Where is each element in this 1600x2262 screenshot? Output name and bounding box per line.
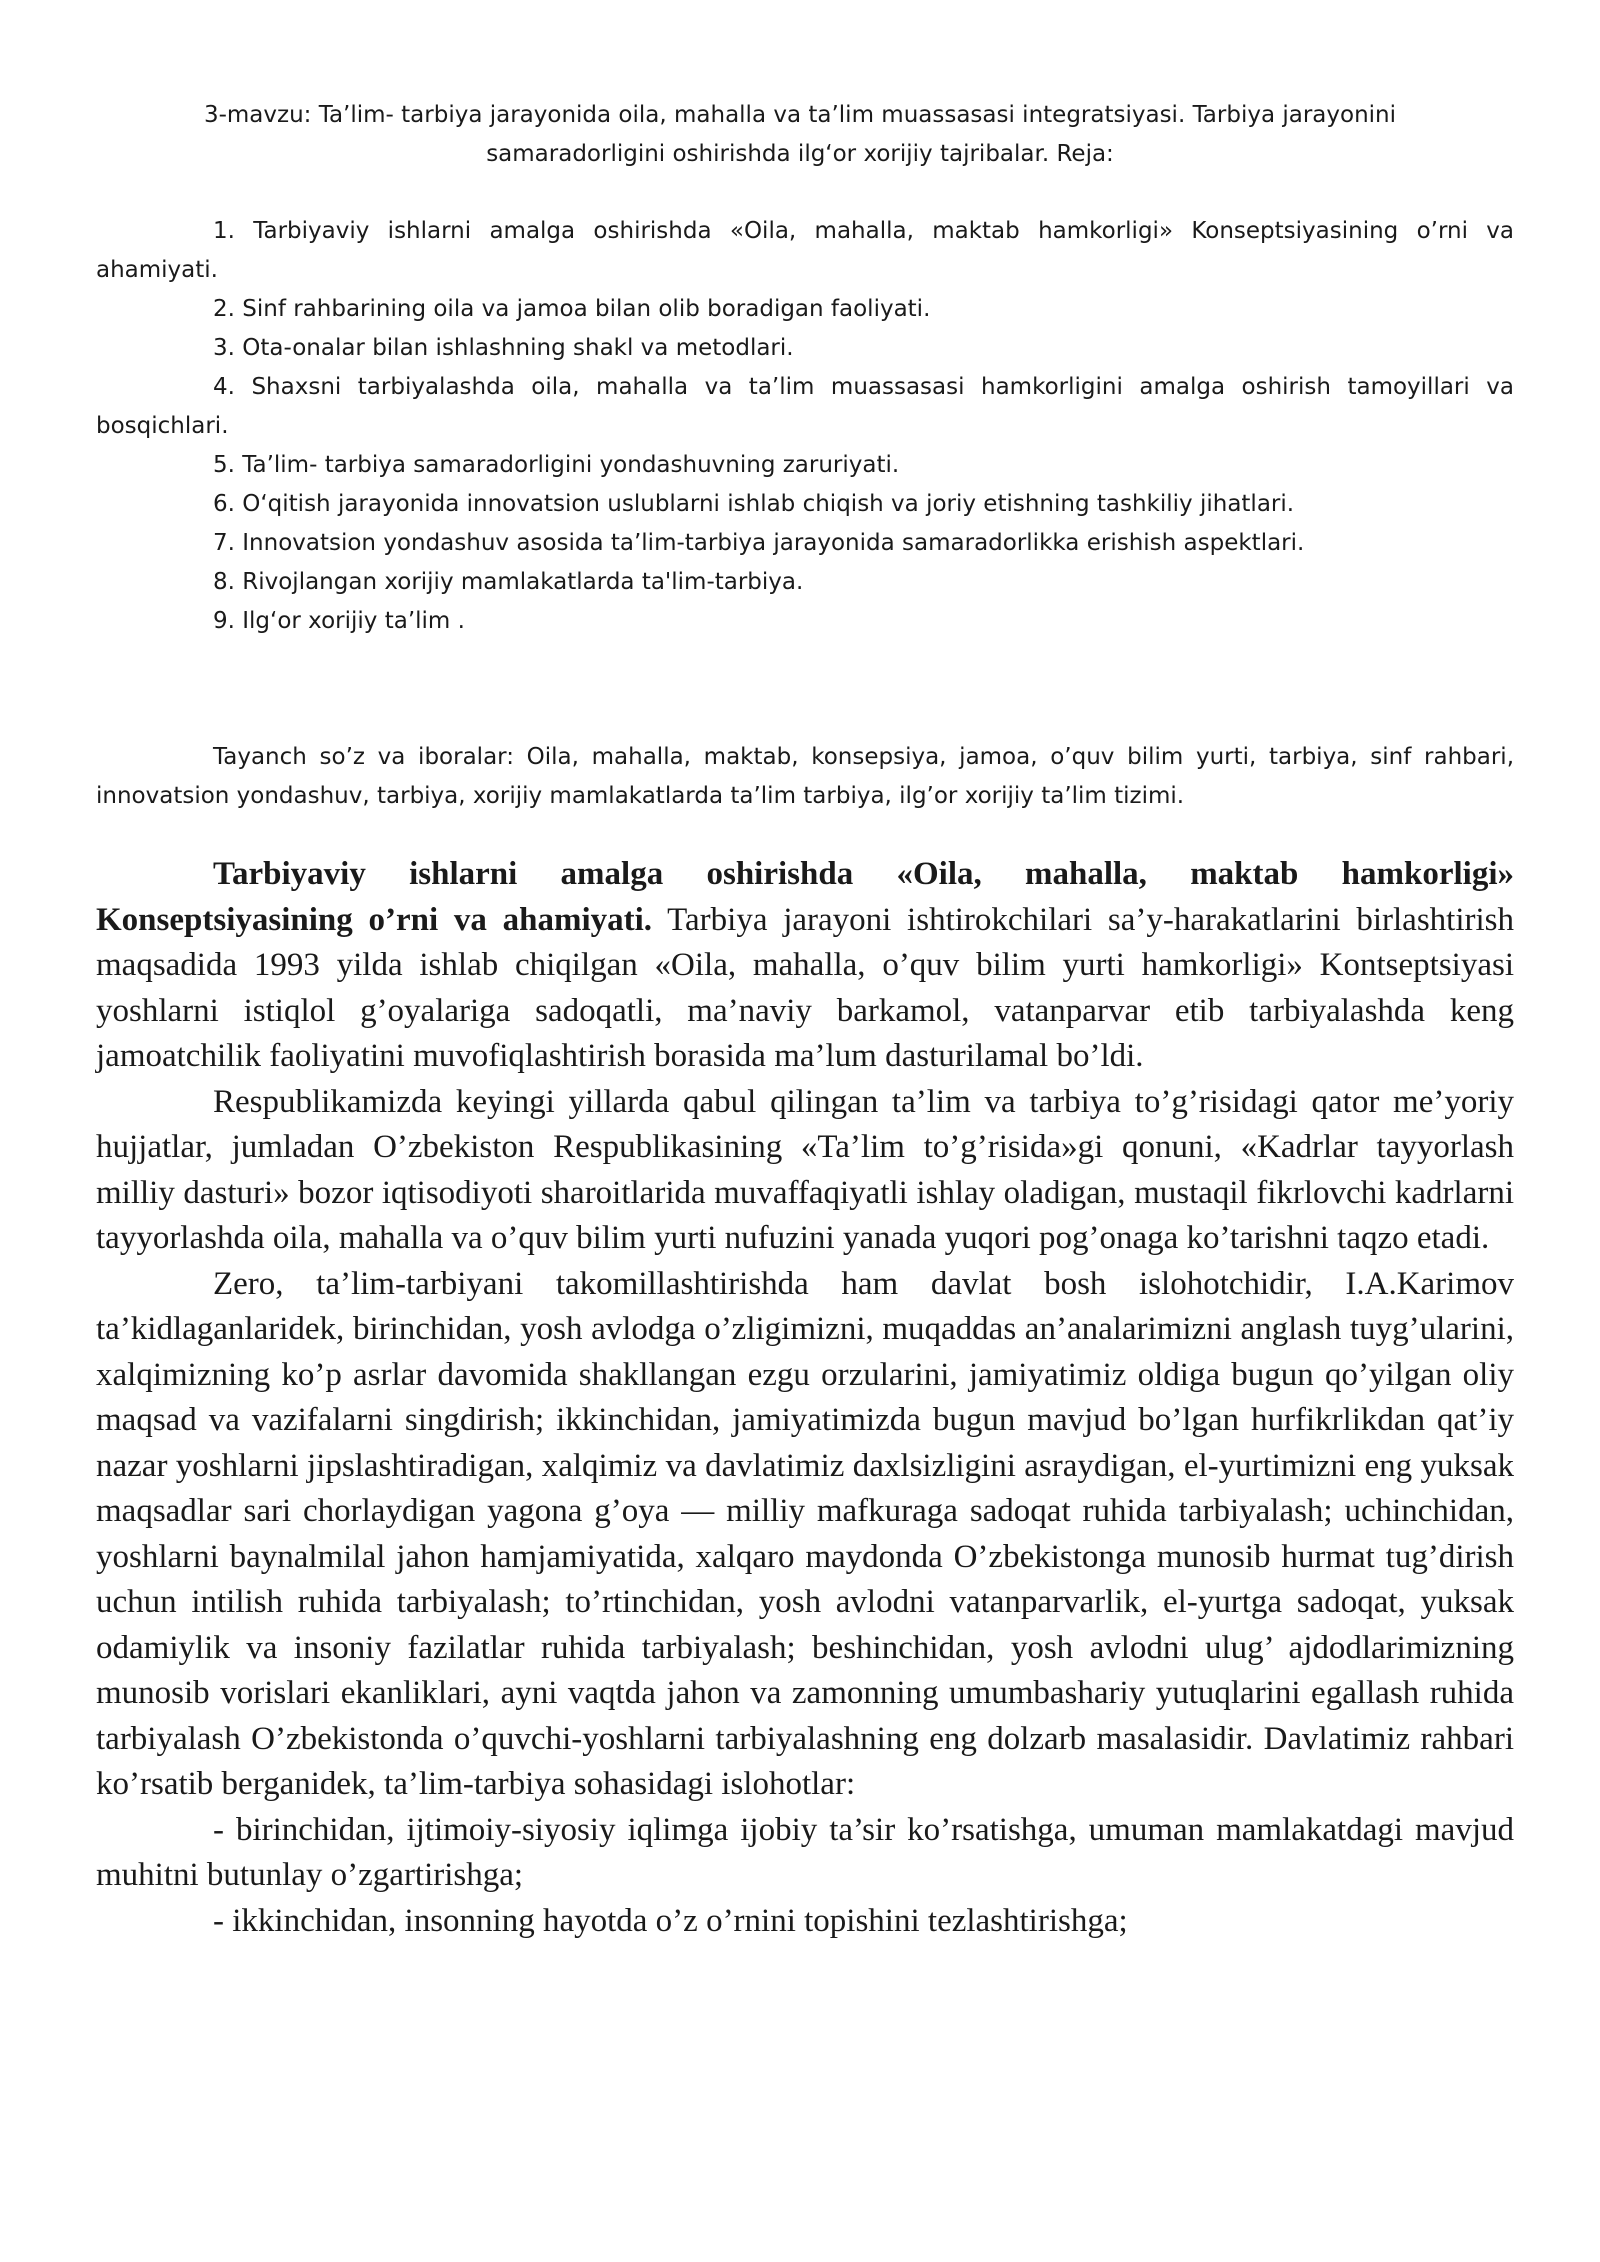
outline-item: 4. Shaxsni tarbiyalashda oila, mahalla va ta’lim muassasasi hamkorligini amalga oshirish tamoyillari va bosqichlari. [96,374,1514,439]
section-body [96,852,1514,1944]
page-title: 3-mavzu: Ta’lim- tarbiya jarayonida oila, mahalla va ta’lim muassasasi integratsiyasi. Tarbiya jarayonini samaradorligini oshirishda ilg‘or xorijiy tajribalar. Reja: [203,102,1397,167]
outline-item: 9. Ilg‘or xorijiy ta’lim . [213,608,465,634]
keywords-block [96,738,1514,816]
paragraph-text: Tarbiya jarayoni ishtirokchilari sa’y-harakatlarini birlashtirish maqsadida 1993 yilda ishlab chiqilgan «Oila, mahalla, o’quv bilim yurti hamkorligi» Kontseptsiyasi yoshlarni istiqlol g’oyalariga sadoqatli, ma’naviy barkamol, vatanparvar etib tarbiyalashda keng jamoatchilik faoliyatini muvofiqlashtirish borasida ma’lum dasturilamal bo’ldi. [96,901,1514,1074]
outline-item: 5. Ta’lim- tarbiya samaradorligini yondashuvning zaruriyati. [213,452,900,478]
section-paragraph: Respublikamizda keyingi yillarda qabul qilingan ta’lim va tarbiya to’g’risidagi qator me’yoriy hujjatlar, jumladan O’zbekiston Respublikasining «Ta’lim to’g’risida»gi qonuni, «Kadrlar tayyorlash milliy dasturi» bozor iqtisodiyoti sharoitlarida muvaffaqiyatli ishlay oladigan, mustaqil fikrlovchi kadrlarni tayyorlashda oila, mahalla va o’quv bilim yurti nufuzini yanada yuqori pog’onaga ko’tarishni taqzo etadi. [96,1083,1514,1256]
outline-item: 6. O‘qitish jarayonida innovatsion uslublarni ishlab chiqish va joriy etishning tashkiliy jihatlari. [213,491,1295,517]
outline-item: 3. Ota-onalar bilan ishlashning shakl va metodlari. [213,335,794,361]
outline-item: 2. Sinf rahbarining oila va jamoa bilan olib boradigan faoliyati. [213,296,931,322]
keywords-text: Tayanch so’z va iboralar: Oila, mahalla, maktab, konsepsiya, jamoa, o’quv bilim yurti, tarbiya, sinf rahbari, innovatsion yondashuv, tarbiya, xorijiy mamlakatlarda ta’lim tarbiya, ilg’or xorijiy ta’lim tizimi. [96,744,1514,809]
bullet-item: - ikkinchidan, insonning hayotda o’z o’rnini topishini tezlashtirishga; [213,1902,1128,1939]
section-paragraph [96,852,1514,1080]
outline-item: 1. Tarbiyaviy ishlarni amalga oshirishda «Oila, mahalla, maktab hamkorligi» Konseptsiyasining o’rni va ahamiyati. [96,218,1514,283]
outline-list [96,212,1514,641]
outline-item: 7. Innovatsion yondashuv asosida ta’lim-tarbiya jarayonida samaradorlikka erishish aspektlari. [213,530,1305,556]
section-paragraph: Zero, ta’lim-tarbiyani takomillashtirishda ham davlat bosh islohotchidir, I.A.Karimov ta’kidlaganlaridek, birinchidan, yosh avlodga o’zligimizni, muqaddas an’analarimizni anglash tuyg’ularini, xalqimizning ko’p asrlar davomida shakllangan ezgu orzularini, jamiyatimiz oldiga bugun qo’yilgan oliy maqsad va vazifalarni singdirish; ikkinchidan, jamiyatimizda bugun mavjud bo’lgan hurfikrlikdan qat’iy nazar yoshlarni jipslashtiradigan, xalqimiz va davlatimiz daxlsizligini asraydigan, el-yurtimizni eng yuksak maqsadlar sari chorlaydigan yagona g’oya — milliy mafkuraga sadoqat ruhida tarbiyalash; uchinchidan, yoshlarni baynalmilal jahon hamjamiyatida, xalqaro maydonda O’zbekistonga munosib hurmat tug’dirish uchun intilish ruhida tarbiyalash; to’rtinchidan, yosh avlodni vatanparvarlik, el-yurtga sadoqat, yuksak odamiylik va insoniy fazilatlar ruhida tarbiyalash; beshinchidan, yosh avlodni ulug’ ajdodlarimizning munosib vorislari ekanliklari, ayni vaqtda jahon va zamonning umumbashariy yutuqlarini egallash ruhida tarbiyalash O’zbekistonda o’quvchi-yoshlarni tarbiyalashning eng dolzarb masalasidir. Davlatimiz rahbari ko’rsatib berganidek, ta’lim-tarbiya sohasidagi islohotlar: [96,1265,1514,1802]
section-heading: Tarbiyaviy ishlarni amalga oshirishda «Oila, mahalla, maktab hamkorligi» Konseptsiyasining o’rni va ahamiyati. [96,856,1514,938]
bullet-item: - birinchidan, ijtimoiy-siyosiy iqlimga ijobiy ta’sir ko’rsatishga, umuman mamlakatdagi mavjud muhitni butunlay o’zgartirishga; [96,1811,1514,1893]
outline-item: 8. Rivojlangan xorijiy mamlakatlarda ta'lim-tarbiya. [213,569,804,595]
